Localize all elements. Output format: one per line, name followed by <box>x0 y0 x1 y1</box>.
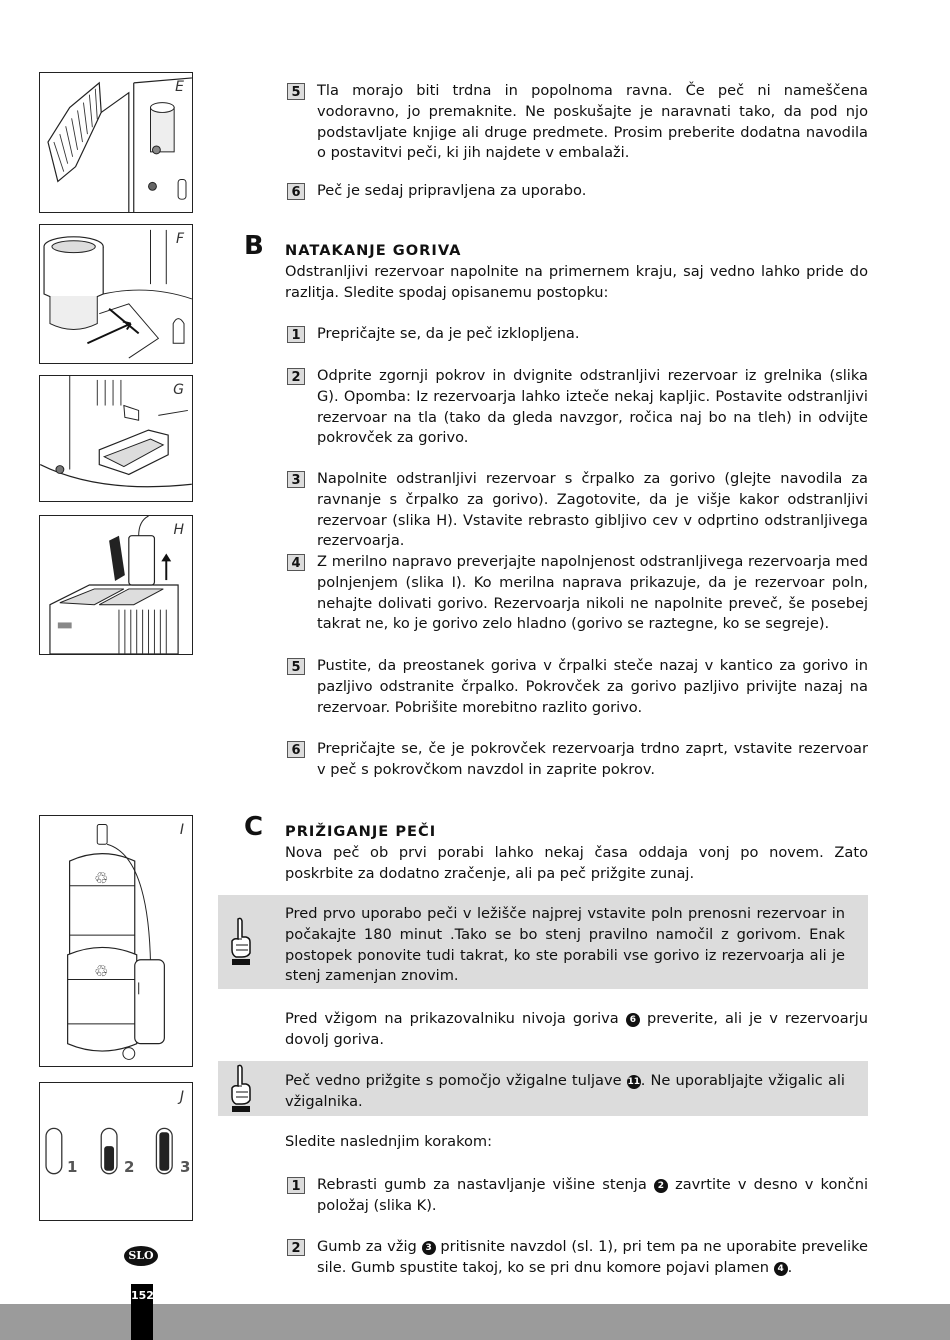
ref-number-icon: 3 <box>422 1241 436 1255</box>
figure-i <box>39 815 193 1067</box>
step-text: Z merilno napravo preverjajte napolnjenost odstranljivega rezervoarja med polnjenjem (slika I). Ko merilna naprava prikazuje, da je rezervoar poln, nehajte dolivati gorivo. Rezervoarja nikoli ne napolnite preveč, še posebej takrat ne, ko je gorivo zelo hladno (gorivo se raztegne, ko se segreje). <box>317 553 868 633</box>
follow-steps-text: Sledite naslednjim korakom: <box>285 1133 493 1150</box>
heater-door-open-illustration <box>40 73 192 212</box>
fuel-pump-illustration <box>40 516 192 654</box>
note-text-part: Peč vedno prižgite s pomočjo vžigalne tuljave <box>285 1072 622 1089</box>
svg-text:♲: ♲ <box>94 868 109 888</box>
figure-label: J <box>179 1089 184 1105</box>
step-text: Pustite, da preostanek goriva v črpalki steče nazaj v kantico za gorivo in pazljivo odstranite črpalko. Pokrovček za gorivo pazljivo privijte nazaj na rezervoar. Pobrišite morebitno razlito gorivo. <box>317 657 868 716</box>
tank-cap-removal-illustration <box>40 225 192 363</box>
step-text-part: pritisnite navzdol (sl. 1), pri tem pa ne uporabite prevelike sile. Gumb spustite takoj, ko se pri dnu komore pojavi plamen <box>317 1238 869 1276</box>
note-text: Pred prvo uporabo peči v ležišče najprej vstavite poln prenosni rezervoar in počakajte 180 minut .Tako se bo stenj pravilno namočil z gorivom. Enak postopek ponovite tudi takrat, ko ste porabili vse gorivo iz rezervoarja ali je stenj zamenjan znovim. <box>285 905 845 985</box>
figure-label: F <box>175 231 184 247</box>
step-number: 3 <box>287 471 305 488</box>
step-number: 4 <box>287 554 305 571</box>
step-number: 6 <box>287 183 305 200</box>
figure-e <box>39 72 193 213</box>
step-number: 1 <box>287 1177 305 1194</box>
step-text: Peč je sedaj pripravljena za uporabo. <box>317 182 587 199</box>
step-text: Napolnite odstranljivi rezervoar s črpalko za gorivo (glejte navodila za ravnanje s črpalko za gorivo). Zagotovite, da je višje kakor odstranljivi rezervoar (slika H). Vstavite rebrasto gibljivo cev v odprtino odstranljivega rezervoarja. <box>317 470 868 550</box>
note-text-part: . Ne uporabljajte vžigalic ali vžigalnika. <box>285 1072 845 1110</box>
step-text-part: . <box>787 1258 793 1276</box>
fuel-check-text: preverite, ali je v rezervoarju dovolj goriva. <box>285 1010 869 1048</box>
step-text-part: zavrtite v desno v končni položaj (slika K). <box>317 1176 868 1214</box>
gauge-level-label: 1 <box>67 1158 78 1176</box>
gauge-level-label: 3 <box>180 1158 191 1176</box>
figure-label: I <box>179 822 184 838</box>
fuel-check-text: Pred vžigom na prikazovalniku nivoja goriva <box>285 1010 619 1027</box>
figure-f <box>39 224 193 364</box>
step-text <box>317 1175 868 1217</box>
figure-label: E <box>175 79 184 95</box>
page-number: 152 <box>131 1289 154 1302</box>
step-text: Prepričajte se, da je peč izklopljena. <box>317 325 580 342</box>
fuel-check-paragraph <box>285 1009 868 1051</box>
section-c-title: PRIŽIGANJE PEČI <box>285 823 437 840</box>
step-number: 5 <box>287 83 305 100</box>
ref-number-icon: 6 <box>626 1013 640 1027</box>
section-b-letter: B <box>244 231 264 261</box>
section-b-intro: Odstranljivi rezervoar napolnite na primernem kraju, saj vedno lahko pride do razlitja. Sledite spodaj opisanemu postopku: <box>285 263 868 301</box>
note-first-use <box>218 895 868 989</box>
figure-label: H <box>173 522 184 538</box>
step-text-part: Gumb za vžig <box>317 1238 417 1255</box>
figure-label: G <box>173 382 184 398</box>
step-number: 5 <box>287 658 305 675</box>
note-ignition <box>218 1061 868 1116</box>
section-c-letter: C <box>244 812 264 842</box>
step-text: Prepričajte se, če je pokrovček rezervoarja trdno zaprt, vstavite rezervoar v peč s pokrovčkom navzdol in zaprite pokrov. <box>317 740 868 778</box>
figure-g <box>39 375 193 502</box>
step-number: 6 <box>287 741 305 758</box>
tank-gauge-illustration <box>40 816 192 1066</box>
fuel-level-gauge-illustration <box>40 1083 192 1220</box>
step-number: 2 <box>287 1239 305 1256</box>
tank-lift-illustration <box>40 376 192 501</box>
pointing-hand-icon <box>228 917 254 967</box>
step-number: 2 <box>287 368 305 385</box>
ref-number-icon: 2 <box>654 1179 668 1193</box>
language-badge: SLO <box>124 1246 158 1266</box>
note-text <box>285 1071 845 1113</box>
figure-j <box>39 1082 193 1221</box>
step-number: 1 <box>287 326 305 343</box>
step-text: Tla morajo biti trdna in popolnoma ravna. Če peč ni nameščena vodoravno, jo premaknite. Ne poskušajte je naravnati tako, da pod njo podstavljate knjige ali druge predmete. Prosim preberite dodatna navodila o postavitvi peči, ki jih najdete v embalaži. <box>317 82 868 162</box>
svg-text:♲: ♲ <box>94 961 109 981</box>
section-c-intro: Nova peč ob prvi porabi lahko nekaj časa oddaja vonj po novem. Zato poskrbite za dodatno zračenje, ali pa peč prižgite zunaj. <box>285 844 868 882</box>
pointing-hand-icon <box>228 1064 254 1114</box>
ref-number-icon: 4 <box>774 1262 788 1276</box>
step-text-part: Rebrasti gumb za nastavljanje višine stenja <box>317 1176 647 1193</box>
ref-number-icon: 11 <box>627 1077 640 1087</box>
step-text: Odprite zgornji pokrov in dvignite odstranljivi rezervoar iz grelnika (slika G). Opomba: Iz rezervoarja lahko izteče nekaj kapljic. Postavite odstranljivi rezervoar na tla (tako da gleda navzgor, ročica naj bo na tleh) in odvijte pokrovček za gorivo. <box>317 367 868 447</box>
gauge-level-label: 2 <box>124 1158 135 1176</box>
figure-h <box>39 515 193 655</box>
section-b-title: NATAKANJE GORIVA <box>285 242 462 259</box>
step-text <box>317 1237 868 1279</box>
